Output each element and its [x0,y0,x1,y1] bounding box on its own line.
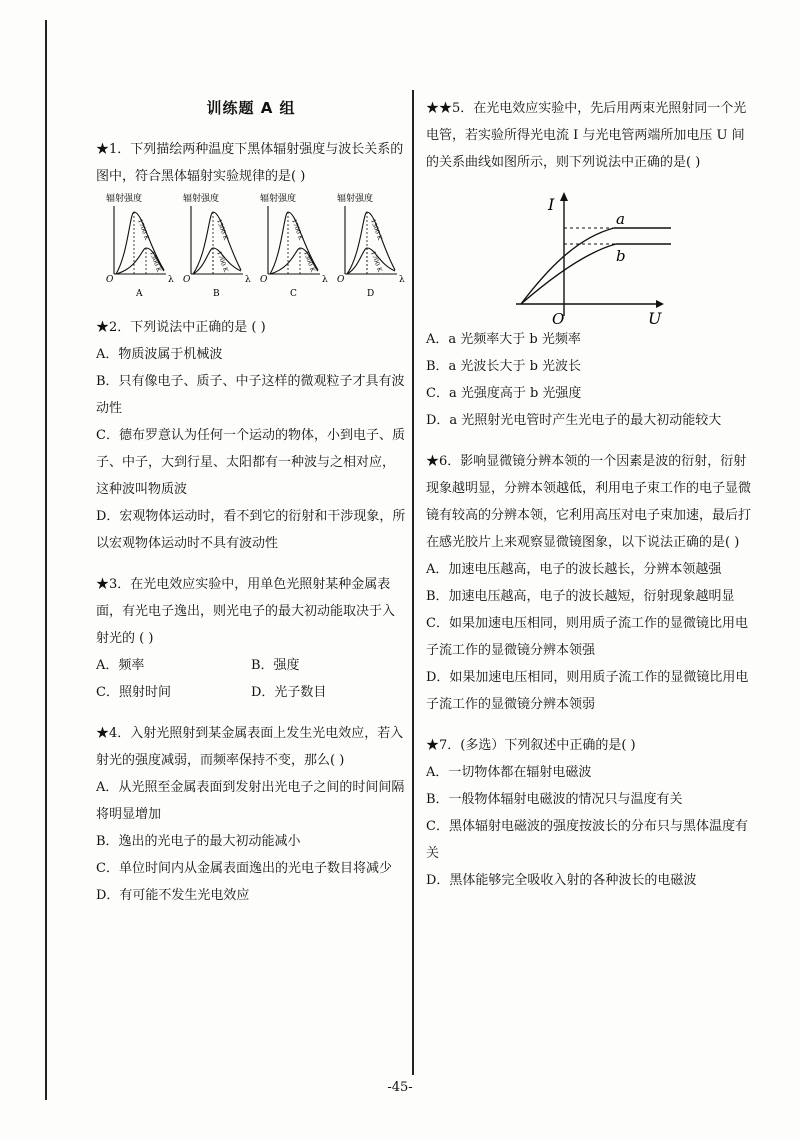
question-5-stem: ★★5．在光电效应实验中，先后用两束光照射同一个光电管，若实验所得光电流 I 与光电管两端所加电压 U 间的关系曲线如图所示，则下列说法中正确的是( ) [426,101,747,170]
question-3-stem: ★3．在光电效应实验中，用单色光照射某种金属表面，有光电子逸出，则光电子的最大初动能取决于入射光的 ( ) [96,577,396,646]
question-5-option-c[interactable]: C．a 光强度高于 b 光强度 [426,386,582,401]
question-2-option-a[interactable]: A．物质波属于机械波 [96,347,223,362]
curve-a [521,228,671,304]
question-5 [426,95,752,434]
question-3 [96,571,406,706]
hot-temperature-label: 1300 K [215,218,230,242]
question-6-stem: ★6．影响显微镜分辨本领的一个因素是波的衍射，衍射现象越明显，分辨本领越低，利用电子束工作的电子显微镜有较高的分辨本领，它利用高压对电子束加速，最后打在感光胶片上来观察显微镜图象，以下说法正确的是( ) [426,454,752,550]
question-3-options [96,652,406,706]
question-7 [426,732,752,894]
blackbody-figure-c [260,192,328,299]
blackbody-figures [96,190,406,300]
i-axis-arrow [560,192,568,201]
x-axis-label: λ [399,275,405,285]
origin-label: O [106,275,114,285]
right-column [426,95,752,894]
y-axis-label: 辐射强度 [260,194,297,204]
question-7-option-b[interactable]: B．一般物体辐射电磁波的情况只与温度有关 [426,792,683,807]
origin-label: O [183,275,191,285]
y-axis-label: 辐射强度 [183,194,220,204]
question-4 [96,720,406,909]
page-number: -45- [387,1080,413,1095]
question-6-option-b[interactable]: B．加速电压越高，电子的波长越短，衍射现象越明显 [426,589,735,604]
blackbody-figure-a [106,192,174,299]
blackbody-figure-b [183,192,251,299]
x-axis-label: λ [168,275,174,285]
option-letter: A [136,289,143,299]
curve-b [521,244,671,304]
column-divider [412,90,414,1075]
u-axis-arrow [656,300,664,308]
origin-label: O [552,310,565,326]
question-4-option-d[interactable]: D．有可能不发生光电效应 [96,888,250,903]
question-7-option-a[interactable]: A．一切物体都在辐射电磁波 [426,765,592,780]
question-5-option-a[interactable]: A．a 光频率大于 b 光频率 [426,332,581,347]
cold-temperature-label: 1300 K [148,250,163,274]
option-letter: C [290,289,297,299]
question-4-option-a[interactable]: A．从光照至金属表面到发射出光电子之间的时间间隔将明显增加 [96,780,405,822]
question-2 [96,314,406,557]
question-5-option-b[interactable]: B．a 光波长大于 b 光波长 [426,359,582,374]
left-margin-rule [45,20,47,1100]
x-axis-label: λ [245,275,251,285]
question-7-stem: ★7．(多选）下列叙述中正确的是( ) [426,738,636,753]
option-letter: B [213,289,220,299]
question-1-stem: ★1．下列描绘两种温度下黑体辐射强度与波长关系的图中，符合黑体辐射实验规律的是( ) [96,142,404,184]
question-2-option-b[interactable]: B．只有像电子、质子、中子这样的微观粒子才具有波动性 [96,374,405,416]
question-3-option-c[interactable]: C．照射时间 [96,685,171,700]
blackbody-figure-d [337,192,405,299]
question-1 [96,136,406,300]
question-4-option-b[interactable]: B．逸出的光电子的最大初动能减小 [96,834,301,849]
option-letter: D [367,289,375,299]
cold-temperature-label: 1700 K [369,250,384,274]
cold-temperature-label: 1300 K [302,250,317,274]
question-2-option-d[interactable]: D．宏观物体运动时，看不到它的衍射和干涉现象，所以宏观物体运动时不具有波动性 [96,509,406,551]
curve-b-label: b [616,247,626,265]
question-2-stem: ★2．下列说法中正确的是 ( ) [96,320,266,335]
question-6-option-c[interactable]: C．如果加速电压相同，则用质子流工作的显微镜比用电子流工作的显微镜分辨本领强 [426,616,748,658]
question-3-option-b[interactable]: B．强度 [251,658,300,673]
question-6 [426,448,752,718]
question-4-stem: ★4．入射光照射到某金属表面上发生光电效应，若入射光的强度减弱，而频率保持不变，那么( ) [96,726,404,768]
curve-a-label: a [616,210,625,228]
question-3-option-a[interactable]: A．频率 [96,658,145,673]
question-7-option-d[interactable]: D．黑体能够完全吸收入射的各种波长的电磁波 [426,873,697,888]
hot-temperature-label: 1700 K [290,218,305,242]
x-axis-label: λ [322,275,328,285]
question-6-option-a[interactable]: A．加速电压越高，电子的波长越长，分辨本领越强 [426,562,722,577]
question-2-option-c[interactable]: C．德布罗意认为任何一个运动的物体，小到电子、质子、中子，大到行星、太阳都有一种波与之相对应，这种波叫物质波 [96,428,405,497]
cold-temperature-label: 1700 K [215,250,230,274]
i-axis-label: I [548,195,555,214]
question-7-option-c[interactable]: C．黑体辐射电磁波的强度按波长的分布只与黑体温度有关 [426,819,748,861]
question-3-option-d[interactable]: D．光子数目 [251,685,327,700]
y-axis-label: 辐射强度 [106,194,143,204]
origin-label: O [337,275,345,285]
section-title: 训练题 A 组 [206,99,296,117]
hot-temperature-label: 1300 K [369,218,384,242]
photocurrent-graph [426,176,752,326]
y-axis-label: 辐射强度 [337,194,374,204]
question-4-option-c[interactable]: C．单位时间内从金属表面逸出的光电子数目将减少 [96,861,392,876]
question-6-option-d[interactable]: D．如果加速电压相同，则用质子流工作的显微镜比用电子流工作的显微镜分辨本领弱 [426,670,749,712]
origin-label: O [260,275,268,285]
u-axis-label: U [648,309,662,326]
hot-temperature-label: 1700 K [136,218,151,242]
question-5-option-d[interactable]: D．a 光照射光电管时产生光电子的最大初动能较大 [426,413,722,428]
left-column [96,95,406,909]
